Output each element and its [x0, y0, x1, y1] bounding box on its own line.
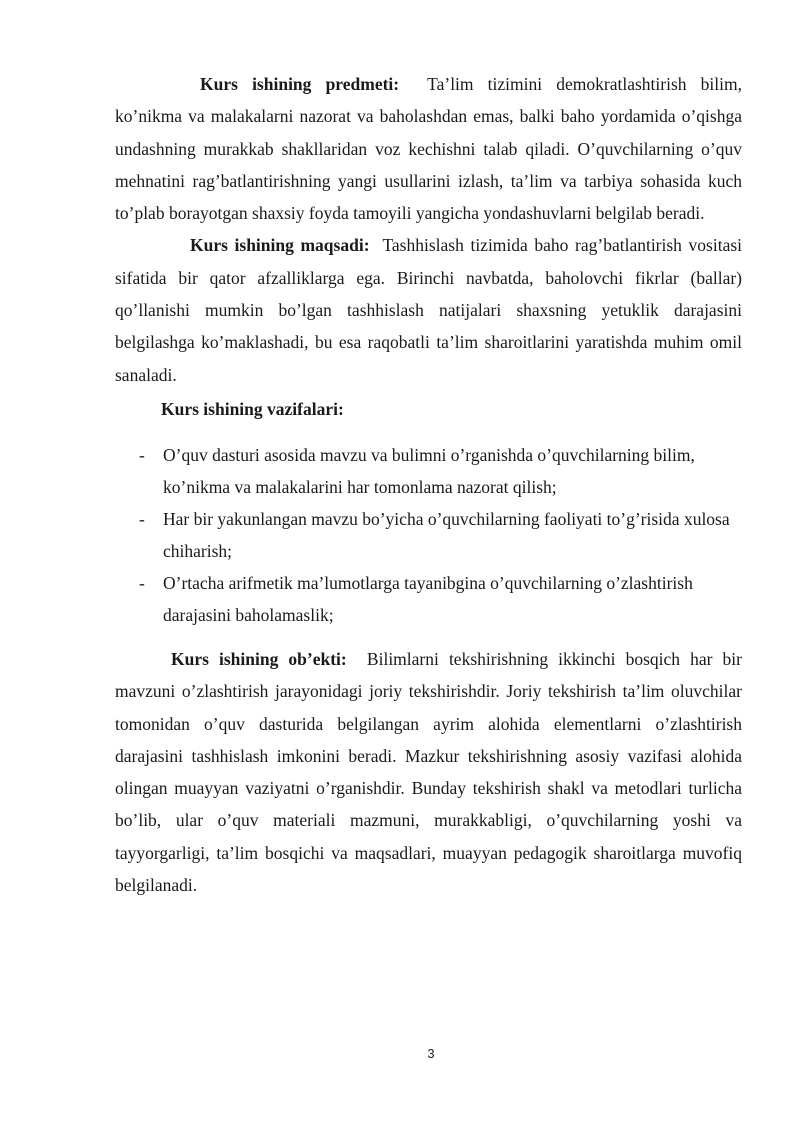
purpose-paragraph	[115, 229, 742, 390]
task-item	[115, 503, 742, 567]
tasks-heading: Kurs ishining vazifalari:	[161, 398, 344, 419]
object-label: Kurs ishining ob’ekti:	[171, 648, 347, 669]
task-item	[115, 439, 742, 503]
purpose-text: Tashhislash tizimida baho rag’batlantirish vositasi sifatida bir qator afzalliklarga ega. Birinchi navbatda, baholovchi fikrlar (ballar) qo’llanishi mumkin bo’lgan tashhislash natijalari shaxsning yetuklik darajasini belgilashga ko’maklashadi, bu esa raqobatli ta’lim sharoitlarini yaratishda muhim omil sanaladi.	[115, 235, 743, 385]
list-dash: -	[139, 572, 145, 593]
task-text: Har bir yakunlangan mavzu bo’yicha o’quvchilarning faoliyati to’g’risida xulosa chiharish;	[163, 508, 730, 561]
subject-label: Kurs ishining predmeti:	[200, 74, 400, 94]
object-paragraph	[115, 643, 742, 901]
task-text: O’rtacha arifmetik ma’lumotlarga tayanibgina o’quvchilarning o’zlashtirish darajasini baholamaslik;	[163, 572, 693, 625]
task-text: O’quv dasturi asosida mavzu va bulimni o’rganishda o’quvchilarning bilim, ko’nikma va malakalarini har tomonlama nazorat qilish;	[163, 444, 695, 497]
list-dash: -	[139, 444, 145, 465]
subject-paragraph	[115, 68, 742, 229]
subject-text: Ta’lim tizimini demokratlashtirish bilim, ko’nikma va malakalarni nazorat va baholashdan emas, balki baho yordamida o’qishga undashning murakkab shakllaridan voz kechishni talab qiladi. O’quvchilarning o’quv mehnatini rag’batlantirishning yangi usullarini izlash, ta’lim va tarbiya sohasida kuch to’plab borayotgan shaxsiy foyda tamoyili yangicha yondashuvlarni belgilab beradi.	[115, 74, 742, 224]
page-content	[115, 68, 742, 901]
purpose-label: Kurs ishining maqsadi:	[190, 235, 370, 256]
object-text: Bilimlarni tekshirishning ikkinchi bosqich har bir mavzuni o’zlashtirish jarayonidagi joriy tekshirishdir. Joriy tekshirish ta’lim oluvchilar tomonidan o’quv dasturida belgilangan ayrim alohida elementlarni o’zlashtirish darajasini tashhislash imkonini beradi. Mazkur tekshirishning asosiy vazifasi alohida olingan muayyan vaziyatni o’rganishdir. Bunday tekshirish shakl va metodlari turlicha bo’lib, ular o’quv materiali mazmuni, murakkabligi, o’quvchilarning yoshi va tayyorgarligi, ta’lim bosqichi va maqsadlari, muayyan pedagogik sharoitlarga muvofiq belgilanadi.	[115, 648, 742, 896]
tasks-list	[115, 439, 742, 631]
page-number: 3	[427, 1046, 435, 1061]
list-dash: -	[139, 508, 145, 529]
task-item	[115, 567, 742, 631]
